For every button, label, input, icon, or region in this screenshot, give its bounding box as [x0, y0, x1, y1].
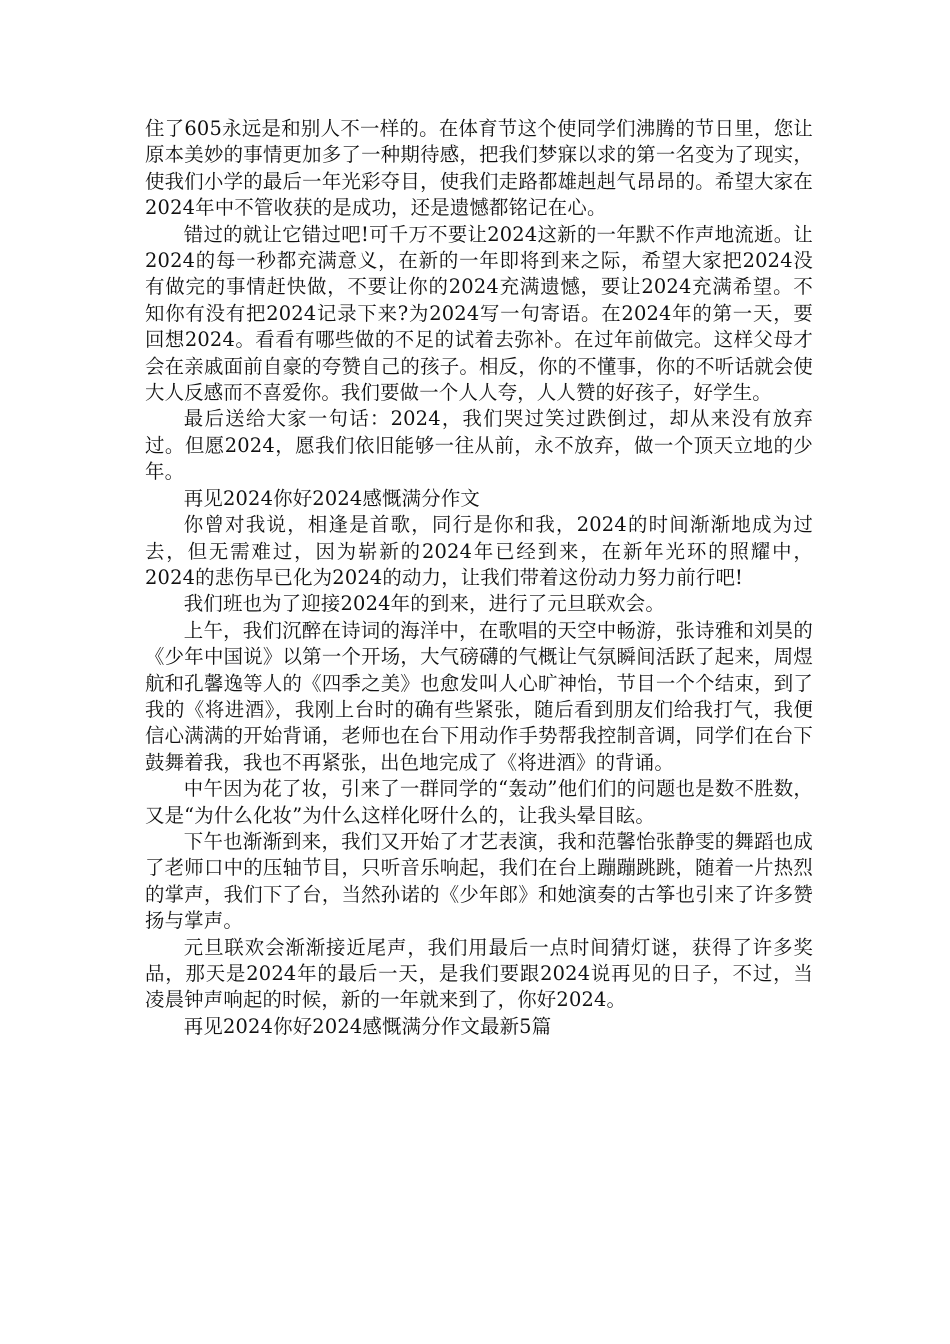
section-heading: 再见2024你好2024感慨满分作文最新5篇: [183, 1014, 552, 1038]
paragraph: 最后送给大家一句话：2024，我们哭过笑过跌倒过，却从来没有放弃过。但愿2024，愿我们依旧能够一往从前，永不放弃，做一个顶天立地的少年。: [145, 407, 813, 484]
paragraph-continued: 住了605永远是和别人不一样的。在体育节这个使同学们沸腾的节日里，您让原本美妙的事情更加多了一种期待感，把我们梦寐以求的第一名变为了现实，使我们小学的最后一年光彩夺目，使我们走路都雄赳赳气昂昂的。希望大家在2024年中不管收获的是成功，还是遗憾都铭记在心。: [145, 117, 813, 220]
paragraph: 下午也渐渐到来，我们又开始了才艺表演，我和范馨怡张静雯的舞蹈也成了老师口中的压轴节目，只听音乐响起，我们在台上蹦蹦跳跳，随着一片热烈的掌声，我们下了台，当然孙诺的《少年郎》和她演奏的古筝也引来了许多赞扬与掌声。: [145, 829, 813, 933]
paragraph: 你曾对我说，相逢是首歌，同行是你和我，2024的时间渐渐地成为过去，但无需难过，因为崭新的2024年已经到来，在新年光环的照耀中，2024的悲伤早已化为2024的动力，让我们带着这份动力努力前行吧!: [145, 513, 813, 589]
paragraph: 错过的就让它错过吧!可千万不要让2024这新的一年默不作声地流逝。让2024的每一秒都充满意义，在新的一年即将到来之际，希望大家把2024没有做完的事情赶快做，不要让你的2024充满遗憾，要让2024充满希望。不知你有没有把2024记录下来?为2024写一句寄语。在2024年的第一天，要回想2024。看看有哪些做的不足的试着去弥补。在过年前做完。这样父母才会在亲戚面前自豪的夸赞自己的孩子。相反，你的不懂事，你的不听话就会使大人反感而不喜爱你。我们要做一个人人夸，人人赞的好孩子，好学生。: [145, 222, 813, 405]
paragraph: 中午因为花了妆，引来了一群同学的“轰动”他们们的问题也是数不胜数，又是“为什么化妆”为什么这样化呀什么的，让我头晕目眩。: [145, 777, 813, 827]
section-heading: 再见2024你好2024感慨满分作文: [183, 486, 480, 510]
paragraph: 元旦联欢会渐渐接近尾声，我们用最后一点时间猜灯谜，获得了许多奖品，那天是2024年的最后一天，是我们要跟2024说再见的日子，不过，当凌晨钟声响起的时候，新的一年就来到了，你好2024。: [145, 935, 813, 1012]
paragraph: 上午，我们沉醉在诗词的海洋中，在歌唱的天空中畅游，张诗雅和刘昊的《少年中国说》以第一个开场，大气磅礴的气概让气氛瞬间活跃了起来，周煜航和孔馨逸等人的《四季之美》也愈发叫人心旷神怡，节目一个个结束，到了我的《将进酒》，我刚上台时的确有些紧张，随后看到朋友们给我打气，我便信心满满的开始背诵，老师也在台下用动作手势帮我控制音调，同学们在台下鼓舞着我，我也不再紧张，出色地完成了《将进酒》的背诵。: [145, 618, 813, 774]
paragraph: 我们班也为了迎接2024年的到来，进行了元旦联欢会。: [183, 592, 665, 616]
document-body: [145, 116, 813, 1040]
